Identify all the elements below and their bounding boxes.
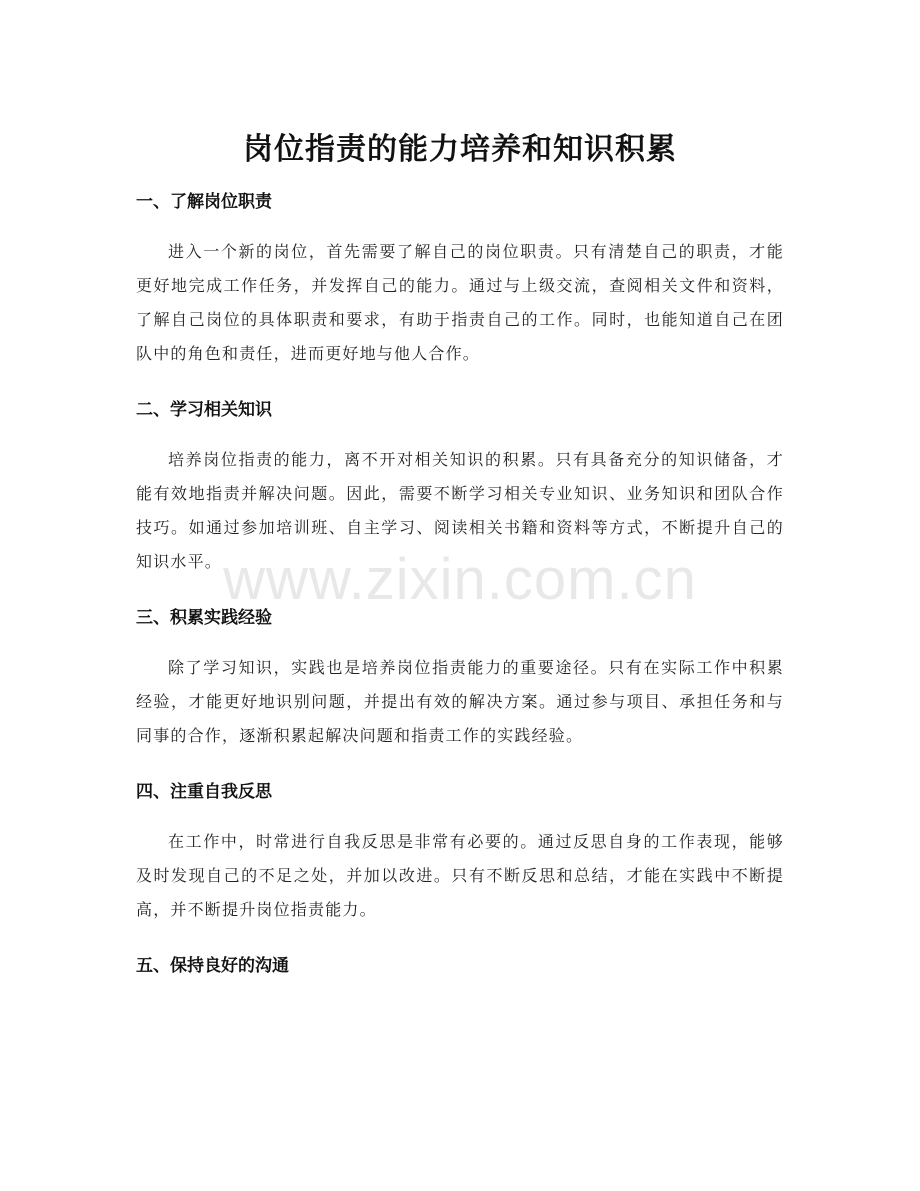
section-paragraph-3: 除了学习知识，实践也是培养岗位指责能力的重要途径。只有在实际工作中积累经验，才能更好地识别问题，并提出有效的解决方案。通过参与项目、承担任务和与同事的合作，逐渐积累起解决问题和指责工作的实践经验。 xyxy=(136,658,784,745)
section-paragraph-1: 进入一个新的岗位，首先需要了解自己的岗位职责。只有清楚自己的职责，才能更好地完成工作任务，并发挥自己的能力。通过与上级交流，查阅相关文件和资料，了解自己岗位的具体职责和要求，有助于指责自己的工作。同时，也能知道自己在团队中的角色和责任，进而更好地与他人合作。 xyxy=(136,242,784,363)
section-heading-5: 五、保持良好的沟通 xyxy=(136,956,289,976)
document-title: 岗位指责的能力培养和知识积累 xyxy=(243,132,677,168)
section-heading-1: 一、了解岗位职责 xyxy=(136,192,272,212)
section-paragraph-2: 培养岗位指责的能力，离不开对相关知识的积累。只有具备充分的知识储备，才能有效地指责并解决问题。因此，需要不断学习相关专业知识、业务知识和团队合作技巧。如通过参加培训班、自主学习、阅读相关书籍和资料等方式，不断提升自己的知识水平。 xyxy=(136,450,784,571)
section-paragraph-4: 在工作中，时常进行自我反思是非常有必要的。通过反思自身的工作表现，能够及时发现自己的不足之处，并加以改进。只有不断反思和总结，才能在实践中不断提高，并不断提升岗位指责能力。 xyxy=(136,832,784,919)
section-heading-3: 三、积累实践经验 xyxy=(136,608,272,628)
section-heading-2: 二、学习相关知识 xyxy=(136,400,272,420)
section-heading-4: 四、注重自我反思 xyxy=(136,782,272,802)
watermark-text: www.zixin.com.cn xyxy=(223,547,697,612)
